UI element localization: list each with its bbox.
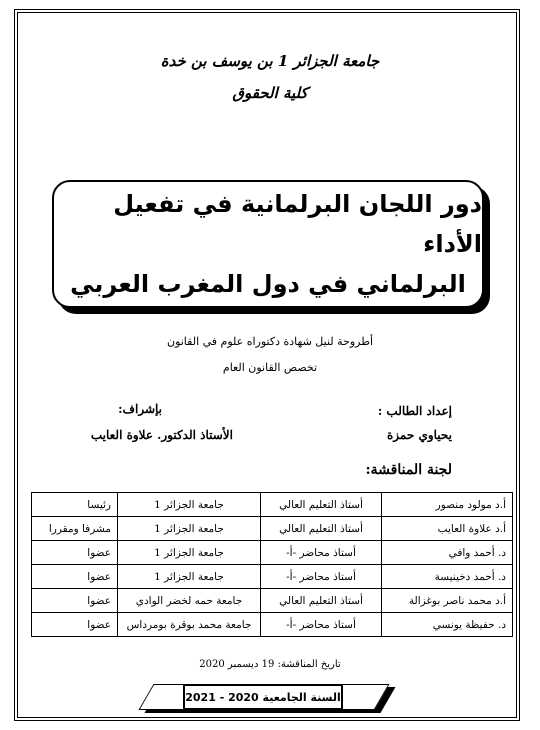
member-rank: أستاذ محاضر -أ- — [261, 565, 382, 589]
member-role: عضوا — [32, 541, 118, 565]
academic-year: السنة الجامعية 2020 - 2021 — [183, 684, 343, 710]
member-institution: جامعة محمد بوقرة بومرداس — [118, 613, 261, 637]
thesis-title-line-1: دور اللجان البرلمانية في تفعيل الأداء — [113, 190, 482, 258]
defense-date: تاريخ المناقشة: 19 ديسمبر 2020 — [199, 659, 341, 670]
member-name: د. حفيظة يونسي — [382, 613, 513, 637]
member-rank: أستاذ التعليم العالي — [261, 589, 382, 613]
table-row — [32, 493, 513, 517]
member-role: عضوا — [32, 589, 118, 613]
university-name: جامعة الجزائر 1 بن يوسف بن خدة — [160, 52, 380, 70]
member-name: أ.د علاوة العايب — [382, 517, 513, 541]
member-institution: جامعة الجزائر 1 — [118, 493, 261, 517]
member-role: عضوا — [32, 613, 118, 637]
member-name: أ.د محمد ناصر بوغزالة — [382, 589, 513, 613]
table-row — [32, 565, 513, 589]
specialization: تخصص القانون العام — [222, 361, 318, 374]
member-institution: جامعة حمه لخضر الوادي — [118, 589, 261, 613]
supervisor-name: الأستاذ الدكتور. علاوة العايب — [90, 428, 233, 442]
member-rank: أستاذ محاضر -أ- — [261, 541, 382, 565]
committee-table — [31, 492, 513, 637]
author-label: إعداد الطالب : — [377, 404, 452, 418]
member-role: رئيسا — [32, 493, 118, 517]
member-rank: أستاذ التعليم العالي — [261, 493, 382, 517]
member-rank: أستاذ محاضر -أ- — [261, 613, 382, 637]
author-name: يحياوي حمزة — [387, 428, 452, 442]
committee-heading: لجنة المناقشة: — [365, 462, 452, 478]
thesis-title-line-2: البرلماني في دول المغرب العربي — [70, 270, 466, 298]
table-row — [32, 517, 513, 541]
member-role: مشرفا ومقررا — [32, 517, 118, 541]
member-institution: جامعة الجزائر 1 — [118, 517, 261, 541]
table-row — [32, 541, 513, 565]
thesis-description: أطروحة لنيل شهادة دكتوراه علوم في القانون — [166, 335, 374, 348]
table-row — [32, 589, 513, 613]
member-name: د. أحمد وافي — [382, 541, 513, 565]
member-role: عضوا — [32, 565, 118, 589]
supervisor-label: بإشراف: — [118, 402, 162, 416]
member-name: أ.د مولود منصور — [382, 493, 513, 517]
member-name: د. أحمد دخينيسة — [382, 565, 513, 589]
faculty-name: كلية الحقوق — [232, 84, 308, 102]
member-rank: أستاذ التعليم العالي — [261, 517, 382, 541]
member-institution: جامعة الجزائر 1 — [118, 565, 261, 589]
member-institution: جامعة الجزائر 1 — [118, 541, 261, 565]
title-box — [52, 180, 484, 308]
table-row — [32, 613, 513, 637]
